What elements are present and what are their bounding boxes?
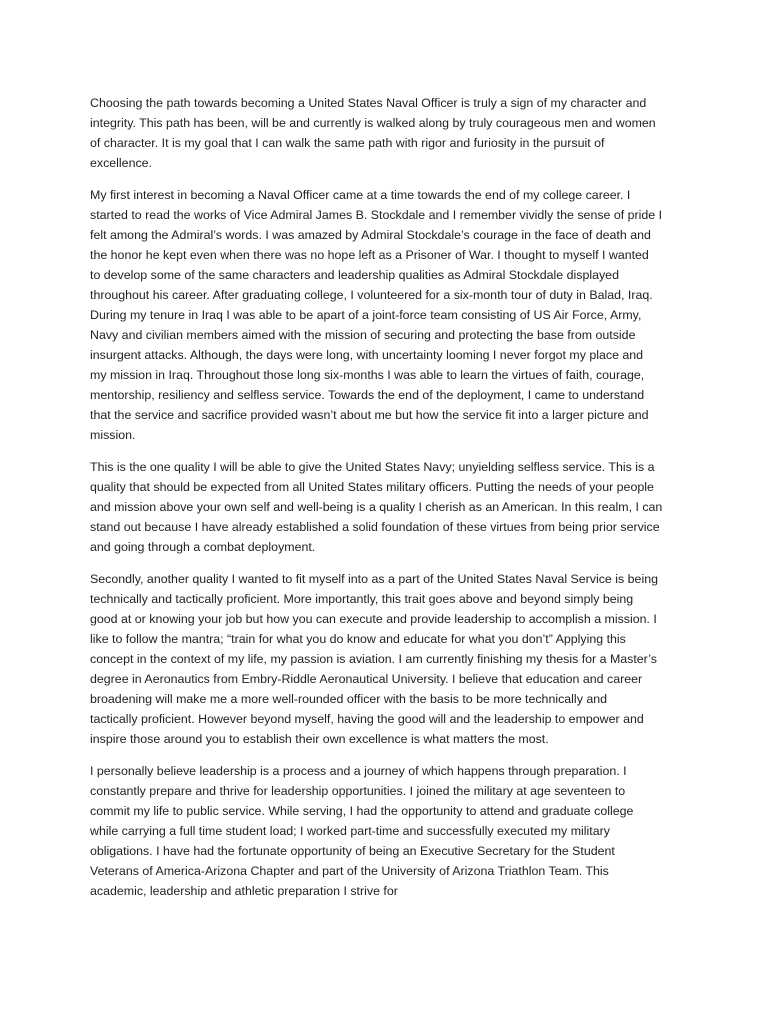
paragraph-5: I personally believe leadership is a process and a journey of which happens through preparation. I constantly prepare and thrive for leadership opportunities. I joined the military at age seventeen to commit my life to public service. While serving, I had the opportunity to attend and graduate college while carrying a full time student load; I worked part-time and successfully executed my military obligations. I have had the fortunate opportunity of being an Executive Secretary for the Student Veterans of America-Arizona Chapter and part of the University of Arizona Triathlon Team. This academic, leadership and athletic preparation I strive for <box>90 764 634 898</box>
paragraph-3: This is the one quality I will be able to give the United States Navy; unyielding selfless service. This is a quality that should be expected from all United States military officers. Putting the needs of your people and mission above your own self and well-being is a quality I cherish as an American. In this realm, I can stand out because I have already established a solid foundation of these virtues from being prior service and going through a combat deployment. <box>90 460 663 554</box>
paragraph-4: Secondly, another quality I wanted to fit myself into as a part of the United States Naval Service is being technically and tactically proficient. More importantly, this trait goes above and beyond simply being good at or knowing your job but how you can execute and provide leadership to accomplish a mission. I like to follow the mantra; “train for what you do know and educate for what you don’t” Applying this concept in the context of my life, my passion is aviation. I am currently finishing my thesis for a Master’s degree in Aeronautics from Embry-Riddle Aeronautical University. I believe that education and career broadening will make me a more well-rounded officer with the basis to be more technically and tactically proficient. However beyond myself, having the good will and the leadership to empower and inspire those around you to establish their own excellence is what matters the most. <box>90 572 658 746</box>
paragraph-2: My first interest in becoming a Naval Officer came at a time towards the end of my college career. I started to read the works of Vice Admiral James B. Stockdale and I remember vividly the sense of pride I felt among the Admiral’s words. I was amazed by Admiral Stockdale’s courage in the face of death and the honor he kept even when there was no hope left as a Prisoner of War. I thought to myself I wanted to develop some of the same characters and leadership qualities as Admiral Stockdale displayed throughout his career. After graduating college, I volunteered for a six-month tour of duty in Balad, Iraq. During my tenure in Iraq I was able to be apart of a joint-force team consisting of US Air Force, Army, Navy and civilian members aimed with the mission of securing and protecting the base from outside insurgent attacks. Although, the days were long, with uncertainty looming I never forgot my place and my mission in Iraq. Throughout those long six-months I was able to learn the virtues of faith, courage, mentorship, resiliency and selfless service. Towards the end of the deployment, I came to understand that the service and sacrifice provided wasn’t about me but how the service fit into a larger picture and mission. <box>90 188 663 442</box>
paragraph-1: Choosing the path towards becoming a United States Naval Officer is truly a sign of my character and integrity. This path has been, will be and currently is walked along by truly courageous men and women of character. It is my goal that I can walk the same path with rigor and furiosity in the pursuit of excellence. <box>90 96 656 170</box>
document-page <box>90 93 681 913</box>
